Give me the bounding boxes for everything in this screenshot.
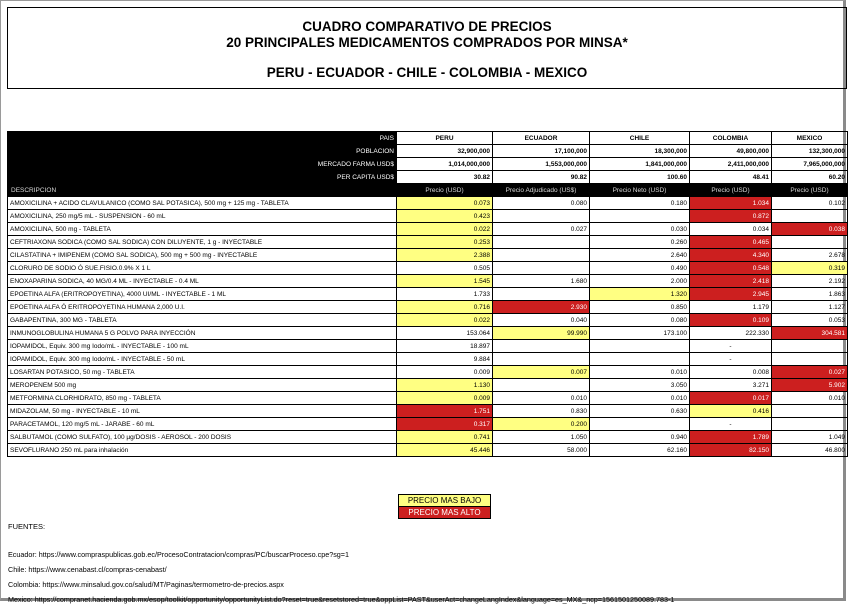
price-colombia: - [690,353,772,366]
price-colombia: 0.465 [690,236,772,249]
price-header-mexico: Precio (USD) [772,184,848,197]
price-header-ecuador: Precio Adjudicado (US$) [493,184,590,197]
price-ecuador [493,236,590,249]
medicine-name: AMOXICILINA + ACIDO CLAVULANICO (COMO SAL POTASICA), 500 mg + 125 mg - TABLETA [8,197,397,210]
price-mexico: 0.102 [772,197,848,210]
price-chile: 2.000 [590,275,690,288]
countries-line: PERU - ECUADOR - CHILE - COLOMBIA - MEXICO [266,65,588,80]
mercado-chile: 1,841,000,000 [590,158,690,171]
medicine-name: EPOETINA ALFA (ERITROPOYETINA), 4000 UI/ML - INYECTABLE - 1 ML [8,288,397,301]
price-ecuador: 1.680 [493,275,590,288]
percapita-peru: 30.82 [397,171,493,184]
table-row [8,379,848,392]
price-mexico: 46.800 [772,444,848,457]
price-peru: 0.022 [397,223,493,236]
price-mexico: 0.319 [772,262,848,275]
source-ecuador: Ecuador: https://www.compraspublicas.gob.ec/ProcesoContratacion/compras/PC/buscarProceso.cpe?sg=1 [8,550,349,559]
percapita-colombia: 48.41 [690,171,772,184]
country-peru: PERU [397,132,493,145]
price-chile: 62.160 [590,444,690,457]
medicine-name: SEVOFLURANO 250 mL para inhalación [8,444,397,457]
price-mexico: 0.053 [772,314,848,327]
price-peru: 9.884 [397,353,493,366]
price-chile [590,353,690,366]
price-peru: 0.741 [397,431,493,444]
price-ecuador: 58.000 [493,444,590,457]
poblacion-ecuador: 17,100,000 [493,145,590,158]
price-ecuador: 0.007 [493,366,590,379]
price-ecuador: 0.080 [493,197,590,210]
medicine-name: INMUNOGLOBULINA HUMANA 5 G POLVO PARA INYECCIÓN [8,327,397,340]
header-row-pais [8,132,848,145]
medicine-name: PARACETAMOL, 120 mg/5 mL - JARABE - 60 mL [8,418,397,431]
price-mexico: 2.678 [772,249,848,262]
medicine-name: ENOXAPARINA SODICA, 40 MG/0.4 ML - INYECTABLE - 0.4 ML [8,275,397,288]
poblacion-mexico: 132,300,000 [772,145,848,158]
price-peru: 0.505 [397,262,493,275]
price-chile: 0.010 [590,366,690,379]
price-colombia: 2.945 [690,288,772,301]
price-mexico [772,210,848,223]
price-peru: 1.545 [397,275,493,288]
country-chile: CHILE [590,132,690,145]
mercado-peru: 1,014,000,000 [397,158,493,171]
price-ecuador [493,262,590,275]
price-peru: 0.009 [397,392,493,405]
mercado-ecuador: 1,553,000,000 [493,158,590,171]
medicine-name: MEROPENEM 500 mg [8,379,397,392]
table-row [8,262,848,275]
percapita-mexico: 60.20 [772,171,848,184]
price-ecuador: 1.050 [493,431,590,444]
legend-lowest-price: PRECIO MAS BAJO [399,495,491,507]
price-chile: 1.320 [590,288,690,301]
price-chile: 0.080 [590,314,690,327]
medicine-name: IOPAMIDOL, Equiv. 300 mg Iodo/mL - INYECTABLE - 100 mL [8,340,397,353]
price-colombia: 1.789 [690,431,772,444]
price-colombia: 0.008 [690,366,772,379]
price-colombia: 0.872 [690,210,772,223]
price-mexico: 0.010 [772,392,848,405]
price-chile: 0.030 [590,223,690,236]
price-peru: 18.897 [397,340,493,353]
pais-label: PAIS [8,132,397,145]
medicine-name: AMOXICILINA, 500 mg - TABLETA [8,223,397,236]
price-mexico: 1.127 [772,301,848,314]
price-mexico: 304.581 [772,327,848,340]
price-header-colombia: Precio (USD) [690,184,772,197]
price-colombia: 222.330 [690,327,772,340]
table-row [8,236,848,249]
price-chile [590,418,690,431]
source-chile: Chile: https://www.cenabast.cl/compras-cenabast/ [8,565,167,574]
price-chile: 0.260 [590,236,690,249]
table-row [8,327,848,340]
price-mexico [772,418,848,431]
table-row [8,288,848,301]
price-peru: 0.317 [397,418,493,431]
price-chile: 0.180 [590,197,690,210]
price-colombia: 82.150 [690,444,772,457]
price-peru: 1.751 [397,405,493,418]
price-chile: 2.640 [590,249,690,262]
descripcion-header: DESCRIPCION [8,184,397,197]
price-ecuador [493,249,590,262]
price-mexico [772,405,848,418]
column-header-row [8,184,848,197]
mercado-label: MERCADO FARMA USD$ [8,158,397,171]
medicine-name: SALBUTAMOL (COMO SULFATO), 100 µg/DOSIS - AEROSOL - 200 DOSIS [8,431,397,444]
price-chile: 173.100 [590,327,690,340]
poblacion-colombia: 49,800,000 [690,145,772,158]
price-mexico: 1.049 [772,431,848,444]
price-chile: 0.940 [590,431,690,444]
price-colombia: 0.109 [690,314,772,327]
table-row [8,366,848,379]
table-row [8,418,848,431]
price-peru: 1.130 [397,379,493,392]
price-ecuador [493,210,590,223]
medicine-name: LOSARTAN POTASICO, 50 mg - TABLETA [8,366,397,379]
price-ecuador [493,288,590,301]
price-chile: 0.850 [590,301,690,314]
price-colombia: 1.179 [690,301,772,314]
price-mexico: 1.863 [772,288,848,301]
legend-highest-price: PRECIO MAS ALTO [399,507,491,519]
medicine-name: IOPAMIDOL, Equiv. 300 mg Iodo/mL - INYECTABLE - 50 mL [8,353,397,366]
price-peru: 0.423 [397,210,493,223]
country-colombia: COLOMBIA [690,132,772,145]
price-mexico [772,353,848,366]
percapita-chile: 100.60 [590,171,690,184]
sources-title: FUENTES: [8,522,46,531]
price-colombia: - [690,340,772,353]
price-ecuador [493,379,590,392]
price-colombia: 4.340 [690,249,772,262]
source-colombia: Colombia: https://www.minsalud.gov.co/salud/MT/Paginas/termometro-de-precios.aspx [8,580,284,589]
price-ecuador: 0.200 [493,418,590,431]
price-mexico [772,340,848,353]
title-box [7,7,847,89]
color-legend [398,494,491,519]
price-peru: 0.009 [397,366,493,379]
medicine-name: GABAPENTINA, 300 MG - TABLETA [8,314,397,327]
percapita-ecuador: 90.82 [493,171,590,184]
price-colombia: 0.548 [690,262,772,275]
price-colombia: 3.271 [690,379,772,392]
price-mexico: 0.027 [772,366,848,379]
country-mexico: MEXICO [772,132,848,145]
price-comparison-table [7,131,848,457]
price-mexico: 5.902 [772,379,848,392]
price-ecuador: 0.040 [493,314,590,327]
price-peru: 0.716 [397,301,493,314]
table-row [8,392,848,405]
medicine-name: CLORURO DE SODIO Ó SUE.FISIO.0.9% X 1 L [8,262,397,275]
table-row [8,314,848,327]
poblacion-peru: 32,900,000 [397,145,493,158]
price-peru: 2.388 [397,249,493,262]
table-row [8,353,848,366]
price-peru: 45.446 [397,444,493,457]
price-ecuador [493,353,590,366]
price-peru: 0.073 [397,197,493,210]
price-peru: 153.064 [397,327,493,340]
price-mexico [772,236,848,249]
poblacion-chile: 18,300,000 [590,145,690,158]
poblacion-label: POBLACION [8,145,397,158]
price-ecuador: 0.010 [493,392,590,405]
price-chile: 0.630 [590,405,690,418]
source-mexico: Mexico: https://compranet.hacienda.gob.mx/esop/toolkit/opportunity/opportunityList.do?reset=true&resetstored=true&oppList=PAST&userAct=changeLangIndex&language=es_MX&_ncp=1561501250089.783-1 [8,595,675,604]
price-colombia: - [690,418,772,431]
header-row-percapita [8,171,848,184]
table-row [8,340,848,353]
price-peru: 0.253 [397,236,493,249]
medicine-name: AMOXICILINA, 250 mg/5 mL - SUSPENSION - 60 mL [8,210,397,223]
medicine-name: EPOETINA ALFA Ó ERITROPOYETINA HUMANA 2,000 U.I. [8,301,397,314]
medicine-name: CEFTRIAXONA SODICA (COMO SAL SODICA) CON DILUYENTE, 1 g - INYECTABLE [8,236,397,249]
price-ecuador: 2.930 [493,301,590,314]
table-row [8,210,848,223]
price-chile: 0.490 [590,262,690,275]
title-line-1: CUADRO COMPARATIVO DE PRECIOS [302,19,552,34]
price-peru: 0.022 [397,314,493,327]
table-row [8,431,848,444]
price-peru: 1.733 [397,288,493,301]
title-line-2: 20 PRINCIPALES MEDICAMENTOS COMPRADOS POR MINSA* [226,35,628,50]
price-mexico: 2.192 [772,275,848,288]
price-ecuador: 0.027 [493,223,590,236]
table-row [8,405,848,418]
price-colombia: 0.034 [690,223,772,236]
header-row-mercado [8,158,848,171]
table-row [8,197,848,210]
mercado-mexico: 7,965,000,000 [772,158,848,171]
price-ecuador [493,340,590,353]
table-row [8,223,848,236]
price-colombia: 0.416 [690,405,772,418]
table-row [8,249,848,262]
mercado-colombia: 2,411,000,000 [690,158,772,171]
price-ecuador: 0.830 [493,405,590,418]
price-mexico: 0.038 [772,223,848,236]
price-chile: 3.050 [590,379,690,392]
country-ecuador: ECUADOR [493,132,590,145]
table-row [8,275,848,288]
medicine-name: CILASTATINA + IMIPENEM (COMO SAL SODICA), 500 mg + 500 mg - INYECTABLE [8,249,397,262]
percapita-label: PER CAPITA USD$ [8,171,397,184]
price-chile [590,340,690,353]
price-header-chile: Precio Neto (USD) [590,184,690,197]
price-colombia: 0.017 [690,392,772,405]
medicine-name: MIDAZOLAM, 50 mg - INYECTABLE - 10 mL [8,405,397,418]
price-chile: 0.010 [590,392,690,405]
table-row [8,301,848,314]
price-ecuador: 99.990 [493,327,590,340]
price-colombia: 1.034 [690,197,772,210]
table-row [8,444,848,457]
medicine-name: METFORMINA CLORHIDRATO, 850 mg - TABLETA [8,392,397,405]
header-row-poblacion [8,145,848,158]
price-colombia: 2.418 [690,275,772,288]
price-header-peru: Precio (USD) [397,184,493,197]
price-chile [590,210,690,223]
